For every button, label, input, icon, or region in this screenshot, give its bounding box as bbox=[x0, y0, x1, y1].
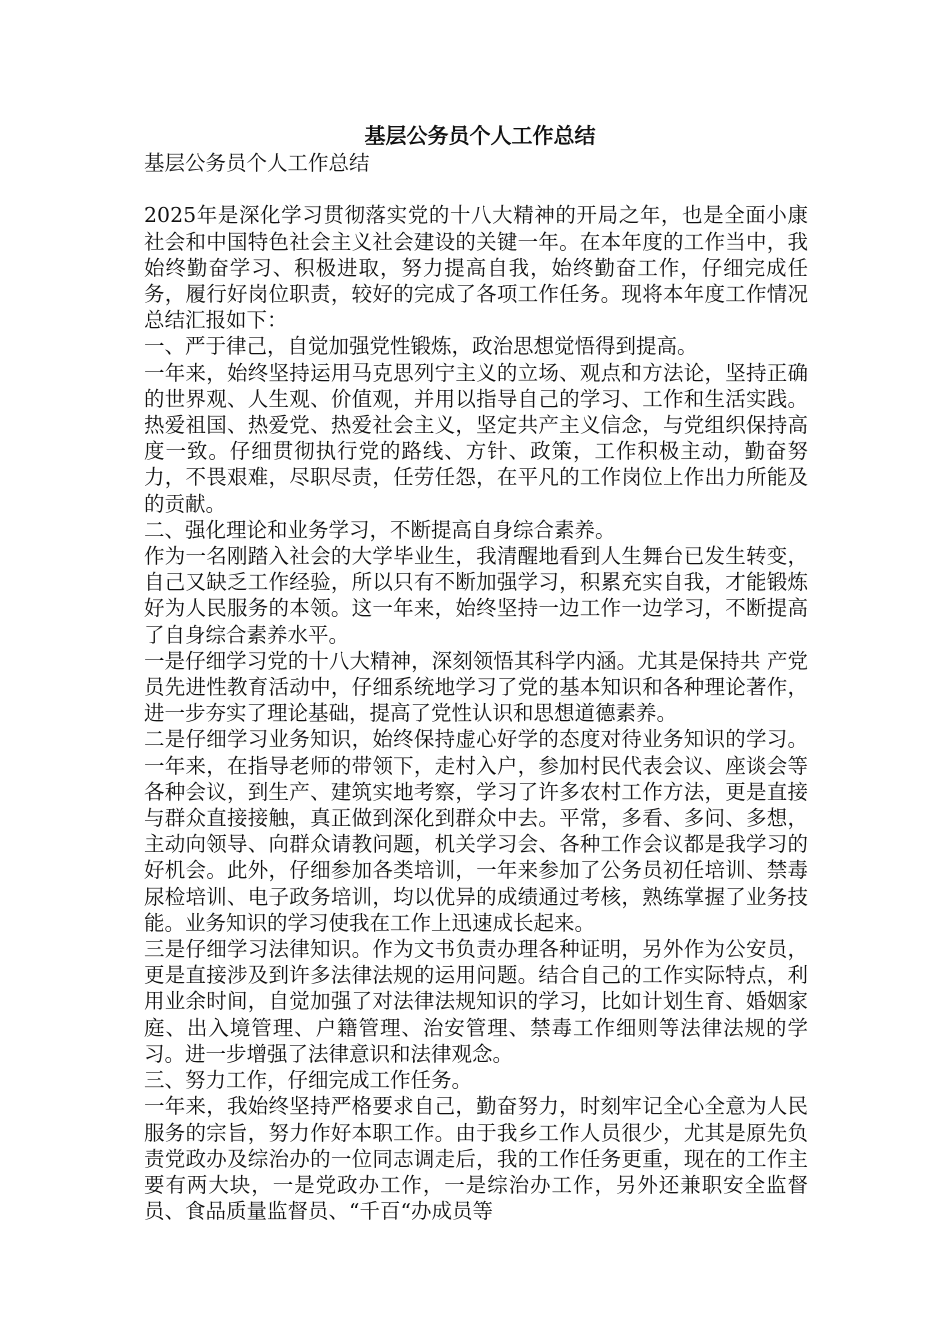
section-3-paragraph: 一年来，我始终坚持严格要求自己，勤奋努力，时刻牢记全心全意为人民服务的宗旨，努力作好本职工作。由于我乡工作人员很少，尤其是原先负责党政办及综治办的一位同志调走后，我的工作任务更重，现在的工作主要有两大块，一是党政办工作，一是综治办工作，另外还兼职安全监督员、食品质量监督员、“千百“办成员等 bbox=[144, 1094, 808, 1224]
section-2-paragraph: 作为一名刚踏入社会的大学毕业生，我清醒地看到人生舞台已发生转变，自己又缺乏工作经验，所以只有不断加强学习，积累充实自我，才能锻炼好为人民服务的本领。这一年来，始终坚持一边工作一边学习，不断提高了自身综合素养水平。 bbox=[144, 544, 808, 647]
intro-paragraph: 2025年是深化学习贯彻落实党的十八大精神的开局之年，也是全面小康社会和中国特色社会主义社会建设的关键一年。在本年度的工作当中，我始终勤奋学习、积极进取，努力提高自我，始终勤奋工作，仔细完成任务，履行好岗位职责，较好的完成了各项工作任务。现将本年度工作情况总结汇报如下： bbox=[144, 203, 808, 333]
study-item-3-paragraph: 三是仔细学习法律知识。作为文书负责办理各种证明，另外作为公安员，更是直接涉及到许多法律法规的运用问题。结合自己的工作实际特点，利用业余时间，自觉加强了对法律法规知识的学习，比如计划生育、婚姻家庭、出入境管理、户籍管理、治安管理、禁毒工作细则等法律法规的学习。进一步增强了法律意识和法律观念。 bbox=[144, 937, 808, 1066]
section-heading-3: 三、努力工作，仔细完成工作任务。 bbox=[144, 1068, 472, 1093]
section-1-paragraph: 一年来，始终坚持运用马克思列宁主义的立场、观点和方法论，坚持正确的世界观、人生观、价值观，并用以指导自己的学习、工作和生活实践。热爱祖国、热爱党、热爱社会主义，坚定共产主义信念，与党组织保持高度一致。仔细贯彻执行党的路线、方针、政策，工作积极主动，勤奋努力，不畏艰难，尽职尽责，任劳任怨，在平凡的工作岗位上作出力所能及的贡献。 bbox=[144, 360, 808, 516]
section-heading-1: 一、严于律己，自觉加强党性锻炼，政治思想觉悟得到提高。 bbox=[144, 334, 698, 359]
blank-line bbox=[144, 176, 808, 202]
study-item-2-paragraph: 二是仔细学习业务知识，始终保持虚心好学的态度对待业务知识的学习。一年来，在指导老师的带领下，走村入户，参加村民代表会议、座谈会等各种会议，到生产、建筑实地考察，学习了许多农村工作方法，更是直接与群众直接接触，真正做到深化到群众中去。平常，多看、多问、多想，主动向领导、向群众请教问题，机关学习会、各种工作会议都是我学习的好机会。此外，仔细参加各类培训，一年来参加了公务员初任培训、禁毒尿检培训、电子政务培训，均以优异的成绩通过考核，熟练掌握了业务技能。业务知识的学习使我在工作上迅速成长起来。 bbox=[144, 727, 808, 935]
section-heading-2: 二、强化理论和业务学习，不断提高自身综合素养。 bbox=[144, 517, 616, 542]
document-title: 基层公务员个人工作总结 bbox=[364, 123, 596, 148]
study-item-1-paragraph: 一是仔细学习党的十八大精神，深刻领悟其科学内涵。尤其是保持共 产党员先进性教育活动中，仔细系统地学习了党的基本知识和各种理论著作，进一步夯实了理论基础，提高了党性认识和思想道德素养。 bbox=[144, 648, 808, 726]
document-subtitle: 基层公务员个人工作总结 bbox=[144, 151, 370, 175]
document-body bbox=[144, 122, 808, 1224]
